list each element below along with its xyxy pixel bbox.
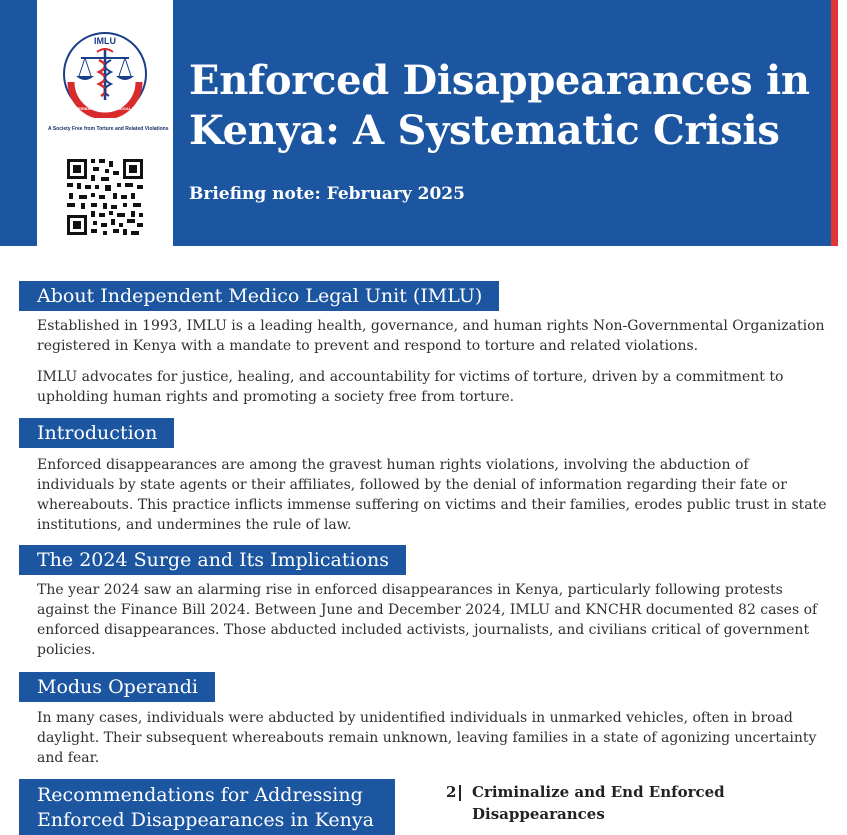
recommendation-item-title [472, 781, 762, 825]
imlu-scales-caduceus-logo [61, 30, 149, 118]
section-heading-2024-surge: The 2024 Surge and Its Implications [19, 545, 406, 575]
accent-stripe [831, 0, 838, 246]
recommendation-item-line-1: Criminalize and End Enforced [472, 783, 725, 801]
recommendations-heading-line-1: Recommendations for Addressing [37, 784, 363, 806]
recommendation-divider [459, 785, 461, 801]
recommendation-item-line-2: Disappearances [472, 805, 605, 823]
about-paragraph-2: IMLU advocates for justice, healing, and accountability for victims of torture, driven by a commitment to upholding human rights and promoting a society free from torture. [37, 369, 784, 405]
title-line-1: Enforced Disappearances in [189, 57, 810, 104]
logo-acronym: IMLU [94, 36, 116, 46]
section-heading-introduction: Introduction [19, 418, 174, 448]
logo-ring-text: INDEPENDENT MEDICO - LEGAL UNIT [68, 106, 142, 111]
section-heading-recommendations [19, 779, 395, 835]
surge-paragraph: The year 2024 saw an alarming rise in enforced disappearances in Kenya, particularly following protests against the Finance Bill 2024. Between June and December 2024, IMLU and KNCHR documented 82 cases of enforced disappearances. Those abducted included activists, journalists, and civilians critical of government policies. [37, 582, 818, 658]
section-heading-modus-operandi: Modus Operandi [19, 672, 215, 702]
introduction-paragraph: Enforced disappearances are among the gravest human rights violations, involving the abduction of individuals by state agents or their affiliates, followed by the denial of information regarding their fate or whereabouts. This practice inflicts immense suffering on victims and their families, erodes public trust in state institutions, and undermines the rule of law. [37, 457, 827, 533]
recommendation-number: 2 [446, 783, 457, 801]
logo-tagline: A Society Free from Torture and Related Violations [48, 126, 169, 132]
briefing-subtitle: Briefing note: February 2025 [189, 184, 465, 204]
page-title [189, 56, 819, 156]
modus-operandi-paragraph: In many cases, individuals were abducted by unidentified individuals in unmarked vehicles, often in broad daylight. Their subsequent whereabouts remain unknown, leaving families in a state of agonizing uncertainty and fear. [37, 710, 817, 766]
section-heading-about: About Independent Medico Legal Unit (IMLU) [19, 281, 499, 311]
qr-code-icon[interactable] [65, 157, 145, 237]
page-edge [838, 0, 847, 246]
recommendations-heading-line-2: Enforced Disappearances in Kenya [37, 809, 374, 831]
about-paragraph-1: Established in 1993, IMLU is a leading health, governance, and human rights Non-Governmental Organization registered in Kenya with a mandate to prevent and respond to torture and related violations. [37, 318, 825, 354]
title-line-2: Kenya: A Systematic Crisis [189, 107, 780, 154]
